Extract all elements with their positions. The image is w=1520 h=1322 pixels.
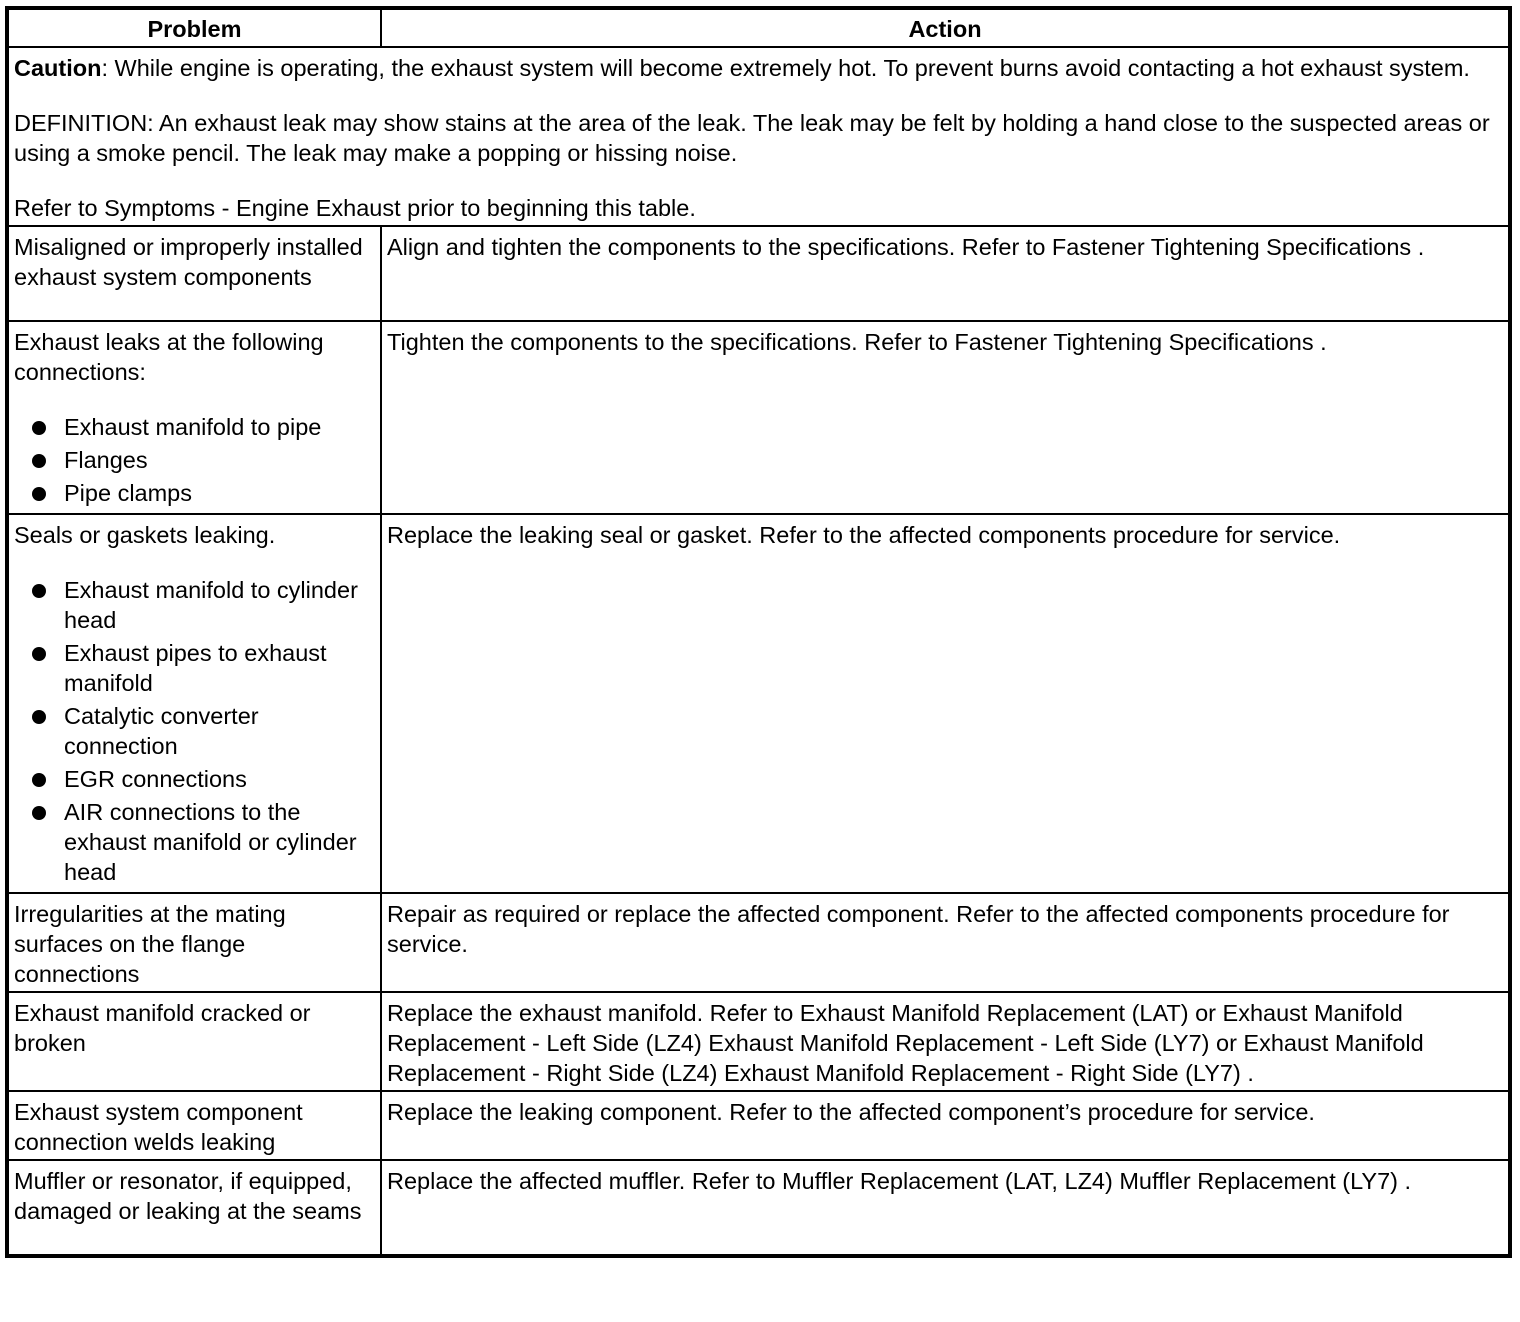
list-item-text: Exhaust manifold to cylinder head	[64, 577, 358, 633]
table-row	[7, 893, 1510, 992]
list-item	[14, 575, 375, 635]
list-item	[14, 638, 375, 698]
notes-cell	[7, 47, 1510, 226]
refer-note: Refer to Symptoms - Engine Exhaust prior to beginning this table.	[14, 195, 696, 221]
action-cell: Replace the affected muffler. Refer to Muffler Replacement (LAT, LZ4) Muffler Replacement (LY7) .	[381, 1160, 1510, 1256]
action-cell: Repair as required or replace the affected component. Refer to the affected components procedure for service.	[381, 893, 1510, 992]
list-item	[14, 445, 375, 475]
list-item-text: Exhaust pipes to exhaust manifold	[64, 640, 327, 696]
bullet-icon	[32, 806, 46, 820]
action-cell: Replace the leaking component. Refer to the affected component’s procedure for service.	[381, 1091, 1510, 1160]
header-problem: Problem	[7, 8, 381, 47]
definition-note: DEFINITION: An exhaust leak may show stains at the area of the leak. The leak may be felt by holding a hand close to the suspected areas or using a smoke pencil. The leak may make a popping or hissing noise.	[14, 110, 1490, 166]
problem-text: Seals or gaskets leaking.	[14, 522, 276, 548]
action-cell: Align and tighten the components to the specifications. Refer to Fastener Tightening Specifications .	[381, 226, 1510, 321]
table-row	[7, 1160, 1510, 1256]
problem-cell: Irregularities at the mating surfaces on the flange connections	[7, 893, 381, 992]
action-cell: Replace the leaking seal or gasket. Refer to the affected components procedure for service.	[381, 514, 1510, 893]
list-item-text: EGR connections	[64, 766, 247, 792]
table-row	[7, 321, 1510, 514]
diagnostic-table	[5, 6, 1512, 1258]
table-header-row	[7, 8, 1510, 47]
caution-text: : While engine is operating, the exhaust system will become extremely hot. To prevent burns avoid contacting a hot exhaust system.	[101, 55, 1470, 81]
bullet-icon	[32, 710, 46, 724]
list-item-text: Pipe clamps	[64, 480, 192, 506]
table-row	[7, 1091, 1510, 1160]
action-cell: Tighten the components to the specifications. Refer to Fastener Tightening Specifications .	[381, 321, 1510, 514]
notes-row	[7, 47, 1510, 226]
list-item-text: Exhaust manifold to pipe	[64, 414, 322, 440]
list-item	[14, 478, 375, 508]
bullet-list	[14, 575, 375, 887]
bullet-icon	[32, 773, 46, 787]
list-item-text: AIR connections to the exhaust manifold or cylinder head	[64, 799, 357, 885]
list-item-text: Catalytic converter connection	[64, 703, 259, 759]
problem-cell: Muffler or resonator, if equipped, damaged or leaking at the seams	[7, 1160, 381, 1256]
problem-cell: Exhaust manifold cracked or broken	[7, 992, 381, 1091]
header-action: Action	[381, 8, 1510, 47]
problem-cell: Exhaust system component connection welds leaking	[7, 1091, 381, 1160]
list-item	[14, 701, 375, 761]
bullet-icon	[32, 454, 46, 468]
problem-cell	[7, 321, 381, 514]
list-item	[14, 797, 375, 887]
caution-label: Caution	[14, 55, 102, 81]
bullet-icon	[32, 421, 46, 435]
list-item	[14, 764, 375, 794]
diagnostic-table-container	[5, 6, 1508, 1258]
list-item-text: Flanges	[64, 447, 148, 473]
table-row	[7, 226, 1510, 321]
bullet-list	[14, 412, 375, 508]
caution-note	[14, 53, 1503, 83]
list-item	[14, 412, 375, 442]
problem-cell: Misaligned or improperly installed exhaust system components	[7, 226, 381, 321]
problem-cell	[7, 514, 381, 893]
table-row	[7, 992, 1510, 1091]
table-row	[7, 514, 1510, 893]
bullet-icon	[32, 584, 46, 598]
bullet-icon	[32, 487, 46, 501]
action-cell: Replace the exhaust manifold. Refer to Exhaust Manifold Replacement (LAT) or Exhaust Manifold Replacement - Left Side (LZ4) Exhaust Manifold Replacement - Left Side (LY7) or Exhaust Manifold Replacement - Right Side (LZ4) Exhaust Manifold Replacement - Right Side (LY7) .	[381, 992, 1510, 1091]
bullet-icon	[32, 647, 46, 661]
problem-text: Exhaust leaks at the following connections:	[14, 329, 324, 385]
